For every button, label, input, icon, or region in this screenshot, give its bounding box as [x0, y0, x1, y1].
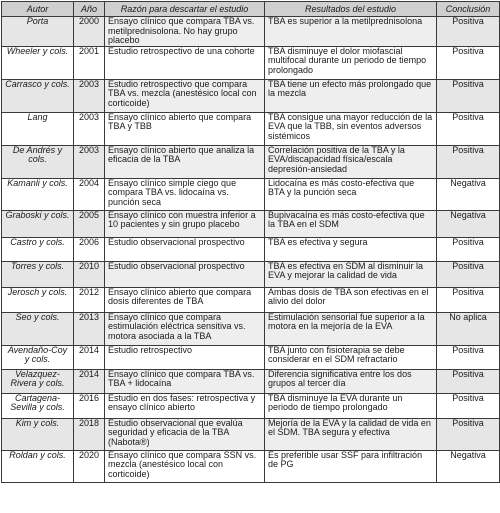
- year-cell: 2020: [74, 450, 105, 482]
- year-cell: 2018: [74, 418, 105, 450]
- conclusion-cell: Positiva: [437, 418, 500, 450]
- table-row: [2, 312, 500, 345]
- year-cell: 2014: [74, 369, 105, 393]
- reason-cell: Ensayo clínico que compara TBA vs. metilprednisolona. No hay grupo placebo: [105, 17, 265, 47]
- results-cell: TBA tiene un efecto más prolongado que la mezcla: [265, 79, 437, 112]
- reason-cell: Ensayo clínico simple ciego que compara TBA vs. lidocaína vs. punción seca: [105, 178, 265, 210]
- author-cell: Graboski y cols.: [2, 210, 74, 237]
- results-cell: TBA es efectiva y segura: [265, 237, 437, 261]
- results-cell: Ambas dosis de TBA son efectivas en el alivio del dolor: [265, 287, 437, 312]
- year-cell: 2001: [74, 46, 105, 79]
- year-cell: 2000: [74, 17, 105, 47]
- table-row: [2, 237, 500, 261]
- header-row: [2, 2, 500, 17]
- conclusion-cell: Positiva: [437, 145, 500, 178]
- conclusion-cell: Positiva: [437, 345, 500, 369]
- reason-cell: Ensayo clínico abierto que analiza la eficacia de la TBA: [105, 145, 265, 178]
- results-cell: Es preferible usar SSF para infiltración de PG: [265, 450, 437, 482]
- results-cell: Estimulación sensorial fue superior a la motora en la mejoría de la EVA: [265, 312, 437, 345]
- author-cell: Velazquez-Rivera y cols.: [2, 369, 74, 393]
- conclusion-cell: No aplica: [437, 312, 500, 345]
- header-year: Año: [74, 2, 105, 17]
- year-cell: 2016: [74, 393, 105, 418]
- results-cell: TBA consigue una mayor reducción de la EVA que la TBB, sin eventos adversos sistémicos: [265, 112, 437, 145]
- conclusion-cell: Positiva: [437, 393, 500, 418]
- year-cell: 2006: [74, 237, 105, 261]
- conclusion-cell: Positiva: [437, 287, 500, 312]
- conclusion-cell: Negativa: [437, 178, 500, 210]
- conclusion-cell: Positiva: [437, 237, 500, 261]
- author-cell: Carrasco y cols.: [2, 79, 74, 112]
- author-cell: Cartagena-Sevilla y cols.: [2, 393, 74, 418]
- author-cell: Avendaño-Coy y cols.: [2, 345, 74, 369]
- conclusion-cell: Negativa: [437, 210, 500, 237]
- reason-cell: Estudio observacional que evalúa seguridad y eficacia de la TBA (Nabota®): [105, 418, 265, 450]
- table-row: [2, 46, 500, 79]
- reason-cell: Estudio retrospectivo que compara TBA vs. mezcla (anestésico local con corticoide): [105, 79, 265, 112]
- table-row: [2, 178, 500, 210]
- year-cell: 2010: [74, 261, 105, 287]
- results-cell: TBA disminuye el dolor miofascial multifocal durante un periodo de tiempo prolongado: [265, 46, 437, 79]
- year-cell: 2004: [74, 178, 105, 210]
- author-cell: Wheeler y cols.: [2, 46, 74, 79]
- author-cell: Porta: [2, 17, 74, 47]
- results-cell: Mejoría de la EVA y la calidad de vida en el SDM. TBA segura y efectiva: [265, 418, 437, 450]
- header-conclusion: Conclusión: [437, 2, 500, 17]
- author-cell: Lang: [2, 112, 74, 145]
- author-cell: Kamanli y cols.: [2, 178, 74, 210]
- reason-cell: Estudio observacional prospectivo: [105, 261, 265, 287]
- conclusion-cell: Positiva: [437, 17, 500, 47]
- year-cell: 2012: [74, 287, 105, 312]
- reason-cell: Estudio retrospectivo de una cohorte: [105, 46, 265, 79]
- results-cell: Bupivacaína es más costo-efectiva que la TBA en el SDM: [265, 210, 437, 237]
- conclusion-cell: Positiva: [437, 46, 500, 79]
- year-cell: 2013: [74, 312, 105, 345]
- year-cell: 2005: [74, 210, 105, 237]
- results-cell: TBA junto con fisioterapia se debe considerar en el SDM refractario: [265, 345, 437, 369]
- reason-cell: Estudio observacional prospectivo: [105, 237, 265, 261]
- reason-cell: Ensayo clínico que compara estimulación eléctrica sensitiva vs. motora asociada a la TBA: [105, 312, 265, 345]
- reason-cell: Ensayo clínico que compara SSN vs. mezcla (anestésico local con corticoide): [105, 450, 265, 482]
- header-author: Autor: [2, 2, 74, 17]
- results-cell: TBA disminuye la EVA durante un periodo de tiempo prolongado: [265, 393, 437, 418]
- year-cell: 2003: [74, 145, 105, 178]
- table-row: [2, 261, 500, 287]
- conclusion-cell: Positiva: [437, 261, 500, 287]
- studies-table: [1, 1, 500, 483]
- results-cell: Diferencia significativa entre los dos grupos al tercer día: [265, 369, 437, 393]
- table-row: [2, 393, 500, 418]
- author-cell: Kim y cols.: [2, 418, 74, 450]
- conclusion-cell: Negativa: [437, 450, 500, 482]
- table-row: [2, 112, 500, 145]
- results-cell: Correlación positiva de la TBA y la EVA/discapacidad física/escala depresión-ansiedad: [265, 145, 437, 178]
- year-cell: 2003: [74, 112, 105, 145]
- table-row: [2, 287, 500, 312]
- header-results: Resultados del estudio: [265, 2, 437, 17]
- table-row: [2, 145, 500, 178]
- conclusion-cell: Positiva: [437, 112, 500, 145]
- results-cell: Lidocaína es más costo-efectiva que BTA y la punción seca: [265, 178, 437, 210]
- table-row: [2, 345, 500, 369]
- author-cell: Seo y cols.: [2, 312, 74, 345]
- results-cell: TBA es efectiva en SDM al disminuir la EVA y mejorar la calidad de vida: [265, 261, 437, 287]
- author-cell: Torres y cols.: [2, 261, 74, 287]
- reason-cell: Ensayo clínico abierto que compara TBA y TBB: [105, 112, 265, 145]
- reason-cell: Ensayo clínico con muestra inferior a 10 pacientes y sin grupo placebo: [105, 210, 265, 237]
- table-row: [2, 79, 500, 112]
- conclusion-cell: Positiva: [437, 369, 500, 393]
- reason-cell: Ensayo clínico que compara TBA vs. TBA + lidocaína: [105, 369, 265, 393]
- table-row: [2, 369, 500, 393]
- reason-cell: Ensayo clínico abierto que compara dosis diferentes de TBA: [105, 287, 265, 312]
- conclusion-cell: Positiva: [437, 79, 500, 112]
- author-cell: Roldan y cols.: [2, 450, 74, 482]
- results-cell: TBA es superior a la metilprednisolona: [265, 17, 437, 47]
- table-row: [2, 210, 500, 237]
- year-cell: 2014: [74, 345, 105, 369]
- reason-cell: Estudio en dos fases: retrospectiva y ensayo clínico abierto: [105, 393, 265, 418]
- reason-cell: Estudio retrospectivo: [105, 345, 265, 369]
- header-reason: Razón para descartar el estudio: [105, 2, 265, 17]
- table-row: [2, 450, 500, 482]
- table-row: [2, 17, 500, 47]
- author-cell: Jerosch y cols.: [2, 287, 74, 312]
- author-cell: De Andrés y cols.: [2, 145, 74, 178]
- author-cell: Castro y cols.: [2, 237, 74, 261]
- table-row: [2, 418, 500, 450]
- year-cell: 2003: [74, 79, 105, 112]
